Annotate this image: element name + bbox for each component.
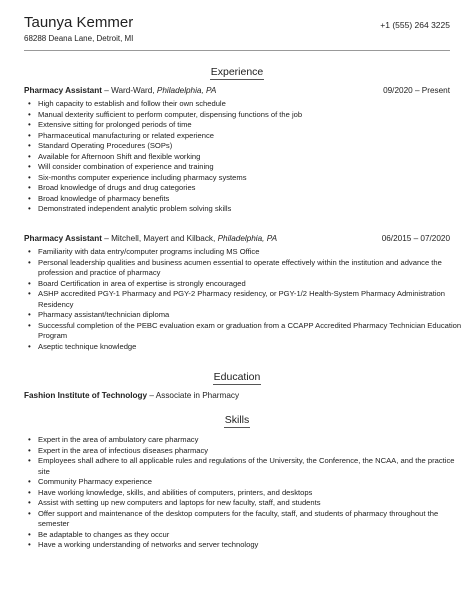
list-item: • Available for Afternoon Shift and flexible working — [38, 152, 466, 163]
list-item: • Aseptic technique knowledge — [38, 342, 466, 353]
skills-heading — [0, 414, 474, 426]
list-item: • Assist with setting up new computers and laptops for new faculty, staff, and students — [38, 498, 466, 509]
education-entry — [24, 391, 239, 400]
education-heading — [0, 371, 474, 383]
list-item: • Six-months computer experience including pharmacy systems — [38, 173, 466, 184]
job-1-dates: 09/2020 – Present — [383, 86, 450, 95]
job-1-company: Ward-Ward, — [111, 86, 157, 95]
job-1-separator: – — [101, 86, 112, 95]
list-item: • Successful completion of the PEBC evaluation exam or graduation from a CCAPP Accredited Pharmacy Technician Education Program — [38, 321, 466, 342]
job-2-dates: 06/2015 – 07/2020 — [381, 234, 450, 243]
degree: Associate in Pharmacy — [155, 391, 240, 400]
list-item: • Be adaptable to changes as they occur — [38, 530, 466, 541]
skills-heading-text: Skills — [224, 414, 250, 426]
job-2-location: Philadelphia, PA — [217, 234, 278, 243]
list-item: • Employees shall adhere to all applicable rules and regulations of the University, the Conference, the NCAA, and the practice site — [38, 456, 466, 477]
job-2-title: Pharmacy Assistant — [24, 234, 102, 243]
list-item: • High capacity to establish and follow their own schedule — [38, 99, 466, 110]
list-item: • Pharmaceutical manufacturing or related experience — [38, 131, 466, 142]
candidate-name: Taunya Kemmer — [24, 14, 134, 31]
job-1-header — [24, 86, 450, 95]
job-1-title: Pharmacy Assistant — [24, 86, 102, 95]
list-item: • Have a working understanding of networks and server technology — [38, 540, 466, 551]
list-item: • Demonstrated independent analytic problem solving skills — [38, 204, 466, 215]
education-heading-text: Education — [213, 371, 261, 383]
job-2-bullets — [24, 247, 466, 352]
experience-heading — [0, 66, 474, 78]
header-divider — [24, 50, 450, 51]
list-item: • Pharmacy assistant/technician diploma — [38, 310, 466, 321]
job-2-company: Mitchell, Mayert and Kilback, — [111, 234, 218, 243]
list-item: • Expert in the area of ambulatory care pharmacy — [38, 435, 466, 446]
job-2-header — [24, 234, 450, 243]
list-item: • Board Certification in area of expertise is strongly encouraged — [38, 279, 466, 290]
job-1-location: Philadelphia, PA — [156, 86, 217, 95]
education-separator: – — [147, 391, 156, 400]
school-name: Fashion Institute of Technology — [24, 391, 148, 400]
phone-number: +1 (555) 264 3225 — [380, 20, 450, 30]
list-item: • Offer support and maintenance of the desktop computers for the faculty, staff, and students of pharmacy throughout the semester — [38, 509, 466, 530]
job-2-separator: – — [101, 234, 112, 243]
list-item: • Expert in the area of infectious diseases pharmacy — [38, 446, 466, 457]
list-item: • ASHP accredited PGY-1 Pharmacy and PGY-2 Pharmacy residency, or PGY-1/2 Health-System Pharmacy Administration Residency — [38, 289, 466, 310]
list-item: • Broad knowledge of pharmacy benefits — [38, 194, 466, 205]
list-item: • Will consider combination of experience and training — [38, 162, 466, 173]
list-item: • Have working knowledge, skills, and abilities of computers, printers, and desktops — [38, 488, 466, 499]
list-item: • Standard Operating Procedures (SOPs) — [38, 141, 466, 152]
list-item: • Extensive sitting for prolonged periods of time — [38, 120, 466, 131]
experience-heading-text: Experience — [210, 66, 264, 78]
skills-list — [24, 435, 466, 551]
list-item: • Broad knowledge of drugs and drug categories — [38, 183, 466, 194]
list-item: • Personal leadership qualities and business acumen essential to operate effectively within the institution and advance the profession and practice of pharmacy — [38, 258, 466, 279]
address: 68288 Deana Lane, Detroit, MI — [24, 34, 134, 43]
list-item: • Community Pharmacy experience — [38, 477, 466, 488]
list-item: • Familiarity with data entry/computer programs including MS Office — [38, 247, 466, 258]
job-1-bullets — [24, 99, 466, 215]
list-item: • Manual dexterity sufficient to perform computer, dispensing functions of the job — [38, 110, 466, 121]
